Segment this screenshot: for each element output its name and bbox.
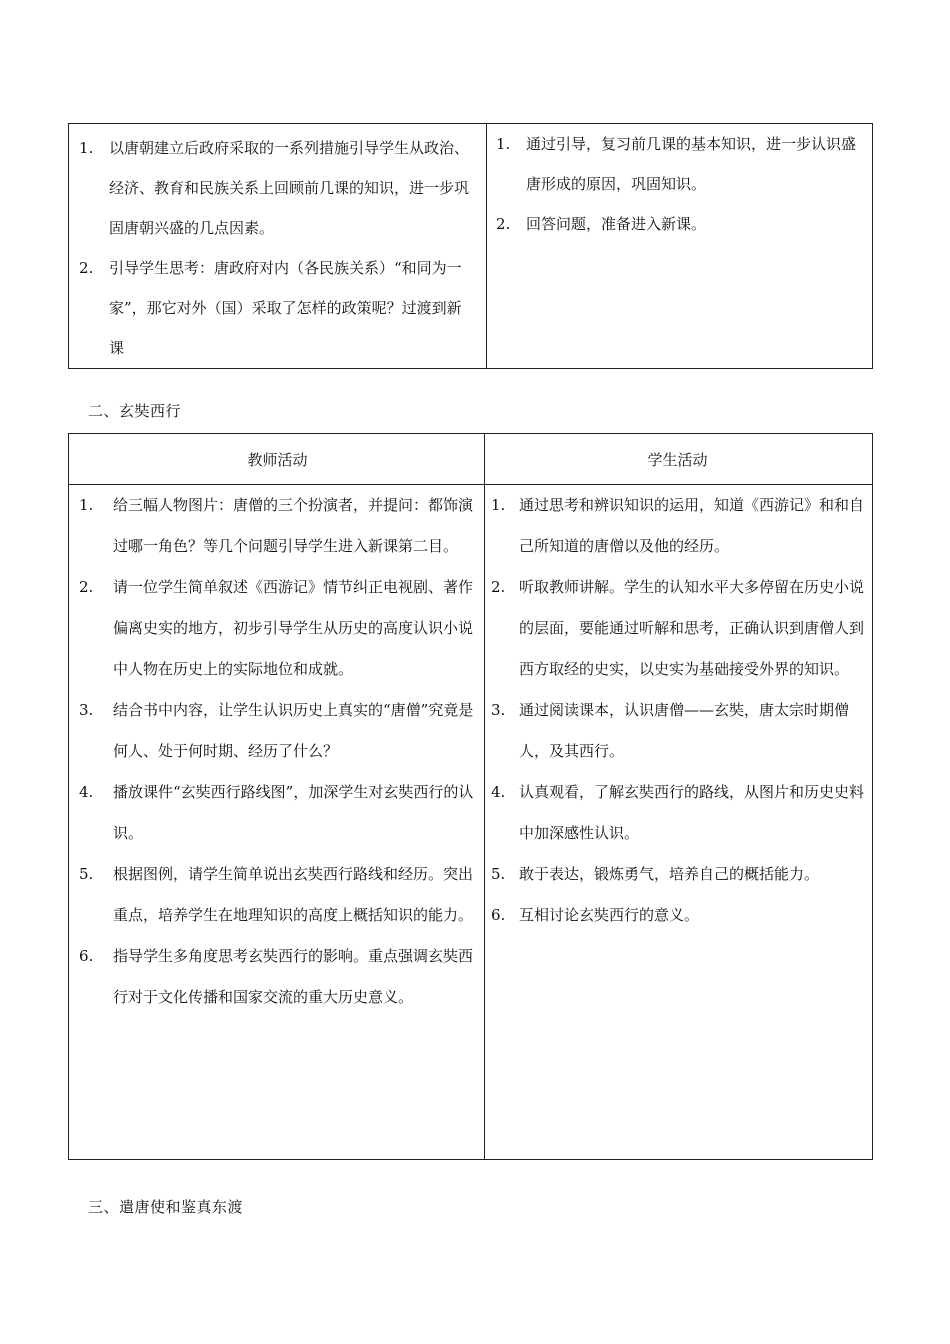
- teacher-activity-cell: [69, 485, 485, 1160]
- item-text: 听取教师讲解。学生的认知水平大多停留在历史小说的层面，要能通过听解和思考，正确认识到唐僧人到西方取经的史实，以史实为基础接受外界的知识。: [519, 578, 865, 678]
- item-number: 5.: [491, 865, 506, 883]
- item-number: 3.: [79, 701, 94, 719]
- list-item: [496, 124, 864, 204]
- section-heading: 二、玄奘西行: [88, 402, 182, 420]
- list-item: [79, 128, 476, 248]
- item-text: 播放课件“玄奘西行路线图”，加深学生对玄奘西行的认识。: [113, 783, 474, 842]
- item-text: 通过引导，复习前几课的基本知识，进一步认识盛唐形成的原因，巩固知识。: [526, 135, 857, 193]
- item-text: 回答问题，准备进入新课。: [526, 215, 707, 233]
- item-text: 互相讨论玄奘西行的意义。: [519, 906, 700, 924]
- list-item: [496, 204, 864, 244]
- list-item: [79, 772, 476, 854]
- item-number: 1.: [496, 135, 511, 153]
- item-text: 通过思考和辨识知识的运用，知道《西游记》和和自己所知道的唐僧以及他的经历。: [519, 496, 865, 555]
- item-number: 1.: [79, 139, 94, 157]
- list-item: [79, 485, 476, 567]
- item-text: 通过阅读课本，认识唐僧——玄奘，唐太宗时期僧人，及其西行。: [519, 701, 850, 760]
- item-number: 6.: [491, 906, 506, 924]
- item-number: 2.: [496, 215, 511, 233]
- item-number: 2.: [491, 578, 506, 596]
- list-item: [491, 485, 864, 567]
- list-item: [79, 567, 476, 690]
- list-item: [491, 690, 864, 772]
- teacher-header: 教师活动: [69, 434, 485, 485]
- item-number: 2.: [79, 578, 94, 596]
- list-item: [491, 854, 864, 895]
- item-number: 3.: [491, 701, 506, 719]
- review-activity-table: [68, 123, 873, 369]
- student-activity-cell: [487, 124, 873, 369]
- item-number: 6.: [79, 947, 94, 965]
- teacher-activity-cell: [69, 124, 487, 369]
- item-number: 2.: [79, 259, 94, 277]
- item-text: 根据图例，请学生简单说出玄奘西行路线和经历。突出重点，培养学生在地理知识的高度上概括知识的能力。: [113, 865, 474, 924]
- item-number: 1.: [79, 496, 94, 514]
- item-text: 引导学生思考：唐政府对内（各民族关系）“和同为一家”，那它对外（国）采取了怎样的政策呢？过渡到新课: [109, 259, 462, 357]
- xuanzang-activity-table: [68, 433, 873, 1160]
- item-text: 请一位学生简单叙述《西游记》情节纠正电视剧、著作偏离史实的地方，初步引导学生从历史的高度认识小说中人物在历史上的实际地位和成就。: [113, 578, 474, 678]
- item-text: 结合书中内容，让学生认识历史上真实的“唐僧”究竟是何人、处于何时期、经历了什么？: [113, 701, 474, 760]
- item-number: 4.: [491, 783, 506, 801]
- list-item: [79, 690, 476, 772]
- list-item: [491, 895, 864, 936]
- item-text: 认真观看，了解玄奘西行的路线，从图片和历史史料中加深感性认识。: [519, 783, 865, 842]
- list-item: [79, 936, 476, 1018]
- item-number: 4.: [79, 783, 94, 801]
- list-item: [491, 772, 864, 854]
- item-text: 给三幅人物图片：唐僧的三个扮演者，并提问：都饰演过哪一角色？等几个问题引导学生进入新课第二目。: [113, 496, 474, 555]
- student-activity-cell: [485, 485, 873, 1160]
- list-item: [79, 854, 476, 936]
- item-text: 敢于表达，锻炼勇气，培养自己的概括能力。: [519, 865, 820, 883]
- item-text: 以唐朝建立后政府采取的一系列措施引导学生从政治、经济、教育和民族关系上回顾前几课的知识，进一步巩固唐朝兴盛的几点因素。: [109, 139, 470, 237]
- section-heading: 三、遣唐使和鉴真东渡: [88, 1198, 244, 1216]
- item-number: 1.: [491, 496, 506, 514]
- list-item: [79, 248, 476, 368]
- item-text: 指导学生多角度思考玄奘西行的影响。重点强调玄奘西行对于文化传播和国家交流的重大历史意义。: [113, 947, 474, 1006]
- student-header: 学生活动: [485, 434, 873, 485]
- item-number: 5.: [79, 865, 94, 883]
- list-item: [491, 567, 864, 690]
